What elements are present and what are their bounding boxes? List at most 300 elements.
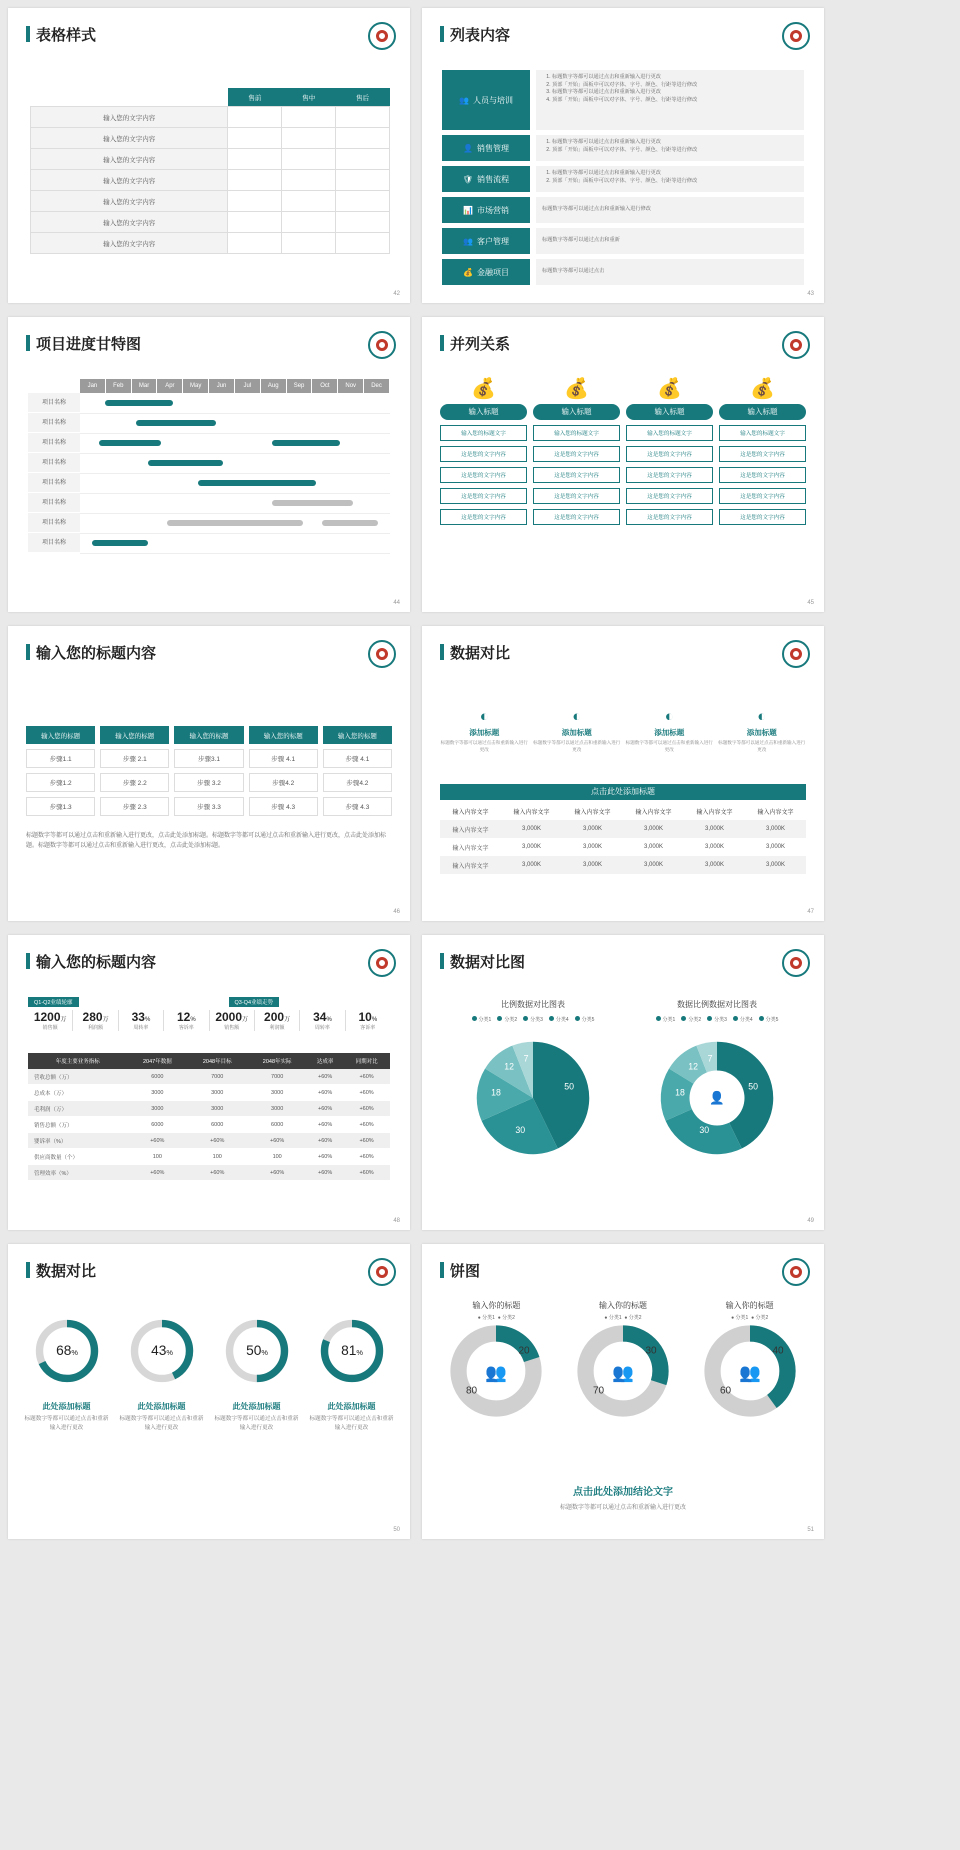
step-column xyxy=(249,726,318,816)
kpi-value: 1200万 xyxy=(33,1010,67,1024)
cell: +60% xyxy=(247,1133,307,1149)
gantt-track xyxy=(80,433,390,454)
parallel-column xyxy=(719,379,806,525)
gantt-rows xyxy=(28,393,390,553)
coins-icon: 💰 xyxy=(657,378,682,400)
svg-text:👥: 👥 xyxy=(485,1362,508,1383)
gantt-row xyxy=(28,413,390,433)
text-line: 3. 标题数字等都可以通过点击和重新输入进行更改 xyxy=(552,89,798,97)
column-title[interactable]: 输入标题 xyxy=(440,404,527,420)
list-item-text xyxy=(536,70,804,130)
step-item[interactable]: 步骤 2.1 xyxy=(100,749,169,768)
description-text: 标题数字等都可以通过点击和重新输入进行更改，点击此处添加标题。标题数字等都可以通过点击和重新输入进行更改，点击此处添加标题。标题数字等都可以通过点击和重新输入进行更改，点击此处添加标题。 xyxy=(26,833,387,850)
list-item-text xyxy=(536,166,804,192)
month-label: Jun xyxy=(209,379,235,393)
step-item[interactable]: 步骤 4.3 xyxy=(323,797,392,816)
text-line: 2. 顶部「开始」面板中可以对字体、字号、颜色、行距等进行修改 xyxy=(552,82,798,90)
gantt-track xyxy=(80,493,390,514)
gantt-track xyxy=(80,453,390,474)
step-header[interactable]: 输入您的标题 xyxy=(174,726,243,744)
step-item[interactable]: 步骤 4.3 xyxy=(249,797,318,816)
step-column xyxy=(26,726,95,816)
cell: +60% xyxy=(307,1085,343,1101)
ring-title: 此处添加标题 xyxy=(232,1402,281,1411)
svg-text:60: 60 xyxy=(719,1385,731,1397)
column-item[interactable]: 这是您的文字内容 xyxy=(533,509,620,525)
step-item[interactable]: 步骤 2.3 xyxy=(100,797,169,816)
column-item[interactable]: 这是您的文字内容 xyxy=(626,509,713,525)
column-item[interactable]: 这是您的文字内容 xyxy=(440,467,527,483)
column-title[interactable]: 输入标题 xyxy=(626,404,713,420)
text-line: 标题数字等都可以通过点击和重新 xyxy=(542,237,620,244)
legend-item: 分类4 xyxy=(549,1016,569,1023)
cell: 供应商数量（个） xyxy=(28,1149,127,1165)
list-item-tag[interactable] xyxy=(442,197,530,223)
cell: +60% xyxy=(343,1149,390,1165)
th-pre: 售前 xyxy=(228,88,282,107)
cell xyxy=(228,212,282,233)
legend-item: 分类5 xyxy=(759,1016,779,1023)
donut-legend: ● 分类1 ● 分类2 xyxy=(604,1315,642,1321)
kpi-cell xyxy=(210,1010,255,1031)
donut-card xyxy=(436,1300,557,1426)
table-row xyxy=(31,107,390,128)
chart-legend xyxy=(622,1016,812,1023)
kpi-cell xyxy=(73,1010,118,1031)
step-header[interactable]: 输入您的标题 xyxy=(249,726,318,744)
kpi-label: 客诉率 xyxy=(178,1025,194,1031)
cell: 6000 xyxy=(127,1069,187,1085)
gantt-track xyxy=(80,533,390,554)
cell: 3,000K xyxy=(765,844,786,850)
svg-text:👤: 👤 xyxy=(709,1090,725,1105)
page-title: 输入您的标题内容 xyxy=(26,642,156,663)
ring-title: 此处添加标题 xyxy=(137,1402,186,1411)
gantt-row-label: 项目名称 xyxy=(28,533,80,553)
list-item-tag[interactable] xyxy=(442,259,530,285)
cell: 7000 xyxy=(247,1069,307,1085)
logo-badge xyxy=(782,640,810,668)
list-item-tag[interactable] xyxy=(442,135,530,161)
th: 2048年实际 xyxy=(247,1053,307,1069)
column-item[interactable]: 这是您的文字内容 xyxy=(626,446,713,462)
column-item[interactable]: 这是您的文字内容 xyxy=(719,488,806,504)
cell: 3,000K xyxy=(521,844,542,850)
kpi-label: 周转率 xyxy=(133,1025,149,1031)
slide-48 xyxy=(8,935,410,1230)
chart-pie-2 xyxy=(622,999,812,1178)
table-47 xyxy=(440,802,806,874)
cell: 3000 xyxy=(247,1085,307,1101)
page-number: 46 xyxy=(393,909,400,915)
page-number: 48 xyxy=(393,1218,400,1224)
legend-item: 分类4 xyxy=(733,1016,753,1023)
page-number: 51 xyxy=(807,1527,814,1533)
slide-50 xyxy=(8,1244,410,1539)
page-title: 列表内容 xyxy=(440,24,510,45)
page-title: 项目进度甘特图 xyxy=(26,333,141,354)
parallel-columns xyxy=(440,379,806,525)
step-item[interactable]: 步骤 3.3 xyxy=(174,797,243,816)
cell xyxy=(282,149,336,170)
cell: 3,000K xyxy=(623,856,684,874)
list-item-label: 人员与培训 xyxy=(472,95,513,105)
gantt-bar xyxy=(198,480,316,486)
step-item[interactable]: 步骤1.1 xyxy=(26,749,95,768)
ring-chart xyxy=(125,1314,199,1388)
svg-text:80: 80 xyxy=(466,1385,478,1397)
slide-45 xyxy=(422,317,824,612)
column-item[interactable]: 输入您的标题文字 xyxy=(533,425,620,441)
pie-svg xyxy=(438,1023,628,1173)
text-line: 2. 顶部「开始」面板中可以对字体、字号、颜色、行距等进行修改 xyxy=(552,178,798,186)
list-item-tag[interactable] xyxy=(442,228,530,254)
month-label: Mar xyxy=(132,379,158,393)
cell: 3000 xyxy=(127,1101,187,1117)
pie-icon: ◐ xyxy=(479,708,489,725)
th-blank xyxy=(31,88,228,107)
cell xyxy=(282,233,336,254)
page-title: 并列关系 xyxy=(440,333,510,354)
page-number: 43 xyxy=(807,291,814,297)
stat-text: 标题数字等都可以通过点击和重新输入进行更改 xyxy=(625,740,713,752)
table-48 xyxy=(28,1053,390,1181)
svg-text:50: 50 xyxy=(748,1081,759,1092)
step-item[interactable]: 步骤 4.1 xyxy=(323,749,392,768)
coins-icon: 💰 xyxy=(471,378,496,400)
cell: 毛利润（万） xyxy=(28,1101,127,1117)
cell: 婴诉率（%） xyxy=(28,1133,127,1149)
column-item[interactable]: 这是您的文字内容 xyxy=(533,488,620,504)
gantt-row-label: 项目名称 xyxy=(28,433,80,453)
table-row xyxy=(31,149,390,170)
legend-item: 分类3 xyxy=(707,1016,727,1023)
step-item[interactable]: 步骤1.2 xyxy=(26,773,95,792)
step-item[interactable]: 步骤3.1 xyxy=(174,749,243,768)
pie-icon: ◐ xyxy=(757,708,767,725)
gantt-bar xyxy=(136,420,217,426)
logo-badge xyxy=(782,22,810,50)
column-item[interactable]: 这是您的文字内容 xyxy=(626,488,713,504)
svg-text:18: 18 xyxy=(675,1087,685,1098)
gantt-bar xyxy=(167,520,303,526)
cell xyxy=(336,170,390,191)
table-row xyxy=(440,820,806,838)
stat-text: 标题数字等都可以通过点击和重新输入进行更改 xyxy=(533,740,621,752)
svg-text:50: 50 xyxy=(564,1081,575,1092)
cell: +60% xyxy=(187,1165,247,1181)
month-label: Jan xyxy=(80,379,106,393)
cell xyxy=(228,128,282,149)
svg-text:68%: 68% xyxy=(55,1343,78,1359)
svg-text:30: 30 xyxy=(699,1124,710,1135)
legend-item: 分类2 xyxy=(497,1016,517,1023)
cell: 销售总额（万） xyxy=(28,1117,127,1133)
conclusion xyxy=(422,1483,824,1511)
legend-item: 分类1 xyxy=(472,1016,492,1023)
column-item[interactable]: 输入您的标题文字 xyxy=(719,425,806,441)
kpi-value: 2000万 xyxy=(215,1010,249,1024)
cell: 3,000K xyxy=(704,844,725,850)
list-item xyxy=(442,70,804,130)
cell: 3,000K xyxy=(582,844,603,850)
logo-badge xyxy=(368,949,396,977)
gantt-row xyxy=(28,433,390,453)
kpi-label: 销售额 xyxy=(224,1025,240,1031)
pie-icon: ◐ xyxy=(572,708,582,725)
cell: +60% xyxy=(247,1165,307,1181)
th: 输入内容文字 xyxy=(757,809,794,816)
step-header[interactable]: 输入您的标题 xyxy=(100,726,169,744)
th: 输入内容文字 xyxy=(452,809,489,816)
month-label: Apr xyxy=(157,379,183,393)
cell xyxy=(228,191,282,212)
parallel-column xyxy=(626,379,713,525)
column-title[interactable]: 输入标题 xyxy=(719,404,806,420)
gantt-row-label: 项目名称 xyxy=(28,393,80,413)
kpi-cell xyxy=(255,1010,300,1031)
cell: 6000 xyxy=(127,1117,187,1133)
donut-svg xyxy=(622,1023,812,1173)
th: 达成率 xyxy=(307,1053,343,1069)
list-item-label: 客户管理 xyxy=(476,236,509,246)
cell: 输入内容文字 xyxy=(440,856,501,874)
text-line: 标题数字等都可以通过点击和重新输入进行修改 xyxy=(542,206,651,213)
cell: +60% xyxy=(307,1133,343,1149)
th: 输入内容文字 xyxy=(574,809,611,816)
svg-text:70: 70 xyxy=(593,1385,605,1397)
svg-text:50%: 50% xyxy=(245,1343,268,1359)
gantt-row-label: 项目名称 xyxy=(28,513,80,533)
step-item[interactable]: 步骤 3.2 xyxy=(174,773,243,792)
column-item[interactable]: 这是您的文字内容 xyxy=(440,488,527,504)
svg-text:👥: 👥 xyxy=(738,1362,761,1383)
shield-icon: 🛡 xyxy=(462,174,474,184)
page-number: 49 xyxy=(807,1218,814,1224)
month-label: Oct xyxy=(312,379,338,393)
svg-text:20: 20 xyxy=(518,1345,530,1357)
kpi-value: 280万 xyxy=(82,1010,109,1024)
cell: 3,000K xyxy=(501,820,562,838)
group-icon: 👥 xyxy=(463,236,473,246)
stat-card xyxy=(718,708,807,754)
conclusion-title: 点击此处添加结论文字 xyxy=(573,1487,673,1498)
list-item-label: 金融项目 xyxy=(476,267,509,277)
page-title: 数据对比 xyxy=(26,1260,96,1281)
cell xyxy=(336,212,390,233)
table-row xyxy=(28,1149,390,1165)
list-item-tag[interactable] xyxy=(442,70,530,130)
stat-card xyxy=(533,708,622,754)
kpi-label: 利润额 xyxy=(269,1025,285,1031)
column-item[interactable]: 输入您的标题文字 xyxy=(440,425,527,441)
cell: +60% xyxy=(343,1069,390,1085)
list-item-tag[interactable] xyxy=(442,166,530,192)
ring-card xyxy=(22,1314,111,1433)
section-bar: 点击此处添加标题 xyxy=(440,784,806,800)
conclusion-text: 标题数字等都可以通过点击和重新输入进行更改 xyxy=(559,1505,686,1511)
coin-hand-icon: 💰 xyxy=(463,267,473,277)
step-header[interactable]: 输入您的标题 xyxy=(26,726,95,744)
list-item-text xyxy=(536,135,804,161)
logo-badge xyxy=(368,331,396,359)
donut-card xyxy=(563,1300,684,1426)
step-item[interactable]: 步骤1.3 xyxy=(26,797,95,816)
month-label: Aug xyxy=(261,379,287,393)
slide-51 xyxy=(422,1244,824,1539)
pie-icon: ◐ xyxy=(664,708,674,725)
table-row xyxy=(440,838,806,856)
kpi-tags xyxy=(28,997,390,1007)
donut-title: 输入你的标题 xyxy=(472,1301,521,1310)
slide-46 xyxy=(8,626,410,921)
kpi-label: 销售额 xyxy=(42,1025,58,1031)
cell xyxy=(336,149,390,170)
column-item[interactable]: 这是您的文字内容 xyxy=(719,467,806,483)
svg-text:43%: 43% xyxy=(150,1343,173,1359)
row-label: 输入您的文字内容 xyxy=(31,149,228,170)
donut-chart xyxy=(568,1321,678,1421)
kpi-value: 12% xyxy=(176,1010,196,1024)
page-number: 42 xyxy=(393,291,400,297)
people-icon: 👥 xyxy=(459,95,469,105)
text-line: 标题数字等都可以通过点击 xyxy=(542,268,605,275)
gantt-row xyxy=(28,393,390,413)
ring-chart xyxy=(315,1314,389,1388)
cell: +60% xyxy=(343,1165,390,1181)
kpi-label: 客诉率 xyxy=(360,1025,376,1031)
stat-title: 添加标题 xyxy=(561,728,592,737)
gantt-chart xyxy=(28,379,390,553)
donut-card xyxy=(689,1300,810,1426)
month-label: May xyxy=(183,379,209,393)
table-row xyxy=(28,1165,390,1181)
gantt-row xyxy=(28,473,390,493)
gantt-bar xyxy=(148,460,222,466)
gantt-bar xyxy=(99,440,161,446)
column-item[interactable]: 这是您的文字内容 xyxy=(719,446,806,462)
step-column xyxy=(100,726,169,816)
cell xyxy=(282,212,336,233)
row-label: 输入您的文字内容 xyxy=(31,233,228,254)
step-item[interactable]: 步骤4.2 xyxy=(249,773,318,792)
column-item[interactable]: 这是您的文字内容 xyxy=(626,467,713,483)
column-title[interactable]: 输入标题 xyxy=(533,404,620,420)
gantt-row-label: 项目名称 xyxy=(28,453,80,473)
donut-chart xyxy=(441,1321,551,1421)
cell: +60% xyxy=(343,1117,390,1133)
coins-icon: 💰 xyxy=(750,378,775,400)
chart-pie-1 xyxy=(438,999,628,1178)
ring-title: 此处添加标题 xyxy=(42,1402,91,1411)
donut-cards xyxy=(436,1300,810,1426)
row-label: 输入您的文字内容 xyxy=(31,212,228,233)
step-item[interactable]: 步骤 2.2 xyxy=(100,773,169,792)
step-header[interactable]: 输入您的标题 xyxy=(323,726,392,744)
row-label: 输入您的文字内容 xyxy=(31,128,228,149)
column-item[interactable]: 这是您的文字内容 xyxy=(440,509,527,525)
stat-text: 标题数字等都可以通过点击和重新输入进行更改 xyxy=(440,740,528,752)
th: 2047年数据 xyxy=(127,1053,187,1069)
ring-chart xyxy=(220,1314,294,1388)
gantt-bar xyxy=(322,520,378,526)
cell: 3,000K xyxy=(684,820,745,838)
gantt-bar xyxy=(105,400,173,406)
cell: +60% xyxy=(307,1165,343,1181)
logo-badge xyxy=(368,1258,396,1286)
table-row xyxy=(28,1117,390,1133)
cell: 总成本（万） xyxy=(28,1085,127,1101)
step-item[interactable]: 步骤 4.1 xyxy=(249,749,318,768)
list-item xyxy=(442,166,804,192)
column-item[interactable]: 这是您的文字内容 xyxy=(719,509,806,525)
cell: 7000 xyxy=(187,1069,247,1085)
ring-text: 标题数字等都可以通过点击和重新输入进行更改 xyxy=(309,1416,394,1431)
column-item[interactable]: 这是您的文字内容 xyxy=(533,446,620,462)
column-item[interactable]: 这是您的文字内容 xyxy=(533,467,620,483)
kpi-cell xyxy=(164,1010,209,1031)
column-item[interactable]: 这是您的文字内容 xyxy=(440,446,527,462)
cell: 3000 xyxy=(187,1101,247,1117)
kpi-block xyxy=(28,997,390,1031)
svg-text:7: 7 xyxy=(707,1053,713,1064)
kpi-tag: Q1-Q2业绩轮廓 xyxy=(28,997,79,1007)
list-item xyxy=(442,197,804,223)
cell: 3,000K xyxy=(684,856,745,874)
table-row xyxy=(31,212,390,233)
donut-legend: ● 分类1 ● 分类2 xyxy=(477,1315,515,1321)
cell: 3,000K xyxy=(501,856,562,874)
cell xyxy=(282,128,336,149)
gantt-track xyxy=(80,413,390,434)
svg-text:12: 12 xyxy=(688,1061,699,1072)
logo-badge xyxy=(782,331,810,359)
svg-text:40: 40 xyxy=(772,1345,784,1357)
cell xyxy=(336,191,390,212)
cell: +60% xyxy=(307,1101,343,1117)
text-line: 2. 顶部「开始」面板中可以对字体、字号、颜色、行距等进行修改 xyxy=(552,147,798,155)
cell: 输入内容文字 xyxy=(452,845,489,852)
page-number: 47 xyxy=(807,909,814,915)
kpi-cell xyxy=(28,1010,73,1031)
cell xyxy=(336,128,390,149)
text-line: 1. 标题数字等都可以通过点击和重新输入进行更改 xyxy=(552,74,798,82)
donut-title: 输入你的标题 xyxy=(599,1301,647,1310)
page-title: 数据对比图 xyxy=(440,951,525,972)
stat-cards xyxy=(440,708,806,754)
slide-47 xyxy=(422,626,824,921)
logo-badge xyxy=(782,949,810,977)
th: 输入内容文字 xyxy=(635,809,672,816)
page-number: 44 xyxy=(393,600,400,606)
ring-cards xyxy=(22,1314,396,1433)
kpi-cell xyxy=(346,1010,390,1031)
legend-item: 分类3 xyxy=(523,1016,543,1023)
page-title: 数据对比 xyxy=(440,642,510,663)
gantt-row xyxy=(28,513,390,533)
step-item[interactable]: 步骤4.2 xyxy=(323,773,392,792)
gantt-track xyxy=(80,393,390,414)
list-item xyxy=(442,259,804,285)
row-label: 输入您的文字内容 xyxy=(31,191,228,212)
gantt-bar xyxy=(272,500,353,506)
table-row xyxy=(31,191,390,212)
column-item[interactable]: 输入您的标题文字 xyxy=(626,425,713,441)
cell: 3,000K xyxy=(643,844,664,850)
page-number: 50 xyxy=(393,1527,400,1533)
list-item-text xyxy=(536,197,804,223)
table-header-row xyxy=(31,88,390,107)
